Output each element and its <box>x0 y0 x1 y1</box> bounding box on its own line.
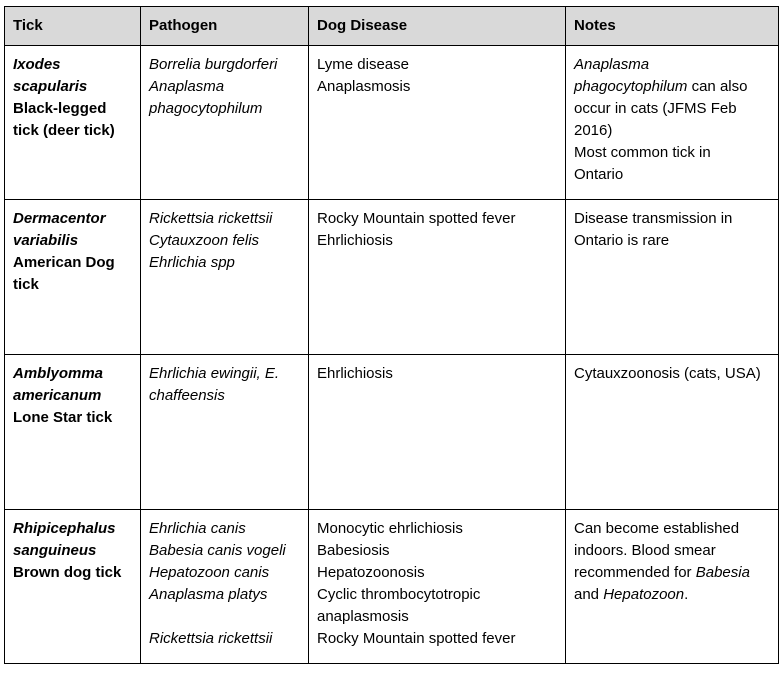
disease-name: Monocytic ehrlichiosis <box>317 520 463 537</box>
notes-cell <box>566 200 779 355</box>
table-row <box>5 355 779 510</box>
notes-plain: can also <box>687 78 748 95</box>
tick-common-name: tick (deer tick) <box>13 122 115 139</box>
notes-text: 2016) <box>574 122 613 139</box>
spacer <box>149 606 300 628</box>
tick-cell <box>5 200 141 355</box>
notes-text <box>574 76 770 98</box>
disease-cell <box>309 200 566 355</box>
pathogen-name: Ehrlichia spp <box>149 254 235 271</box>
table-row <box>5 46 779 200</box>
notes-plain: and <box>574 586 604 603</box>
notes-text: Ontario <box>574 166 624 183</box>
tick-latin-name: Ixodes <box>13 56 61 73</box>
notes-text: Cytauxzoonosis (cats, USA) <box>574 365 761 382</box>
notes-text <box>574 562 770 584</box>
header-dog-disease: Dog Disease <box>309 7 566 46</box>
tick-common-name: American Dog <box>13 254 115 271</box>
pathogen-cell <box>141 200 309 355</box>
tick-common-name: Black-legged <box>13 100 107 117</box>
tick-cell <box>5 355 141 510</box>
pathogen-name: Hepatozoon canis <box>149 564 270 581</box>
tick-common-name: Lone Star tick <box>13 409 113 426</box>
pathogen-name: Rickettsia rickettsii <box>149 630 273 647</box>
notes-text: indoors. Blood smear <box>574 542 716 559</box>
pathogen-cell <box>141 46 309 200</box>
tick-latin-name: scapularis <box>13 78 88 95</box>
table-row <box>5 510 779 664</box>
disease-name: Rocky Mountain spotted fever <box>317 210 516 227</box>
pathogen-name: Ehrlichia ewingii, E. <box>149 365 280 382</box>
pathogen-name: Rickettsia rickettsii <box>149 210 273 227</box>
tick-latin-name: Rhipicephalus <box>13 520 116 537</box>
disease-cell <box>309 510 566 664</box>
notes-plain: recommended for <box>574 564 696 581</box>
disease-name: Rocky Mountain spotted fever <box>317 630 516 647</box>
pathogen-name: Cytauxzoon felis <box>149 232 260 249</box>
disease-name: Lyme disease <box>317 56 409 73</box>
notes-text: Can become established <box>574 520 740 537</box>
notes-text: Anaplasma <box>574 56 650 73</box>
notes-cell <box>566 510 779 664</box>
header-row <box>5 7 779 46</box>
disease-name: Ehrlichiosis <box>317 365 393 382</box>
notes-cell <box>566 46 779 200</box>
header-notes: Notes <box>566 7 779 46</box>
notes-italic: Babesia <box>695 564 750 581</box>
tick-common-name: tick <box>13 276 39 293</box>
disease-name: Cyclic thrombocytotropic <box>317 586 481 603</box>
pathogen-name: phagocytophilum <box>149 100 263 117</box>
notes-text: Disease transmission in <box>574 210 733 227</box>
notes-text <box>574 584 770 606</box>
notes-plain: . <box>684 586 689 603</box>
pathogen-cell <box>141 355 309 510</box>
tick-latin-name: Amblyomma <box>13 365 104 382</box>
header-pathogen: Pathogen <box>141 7 309 46</box>
tick-latin-name: variabilis <box>13 232 79 249</box>
notes-italic: phagocytophilum <box>574 78 688 95</box>
pathogen-cell <box>141 510 309 664</box>
notes-text: occur in cats (JFMS Feb <box>574 100 737 117</box>
notes-cell <box>566 355 779 510</box>
disease-cell <box>309 355 566 510</box>
notes-italic: Hepatozoon <box>603 586 685 603</box>
disease-cell <box>309 46 566 200</box>
pathogen-name: Ehrlichia canis <box>149 520 246 537</box>
pathogen-name: Babesia canis vogeli <box>149 542 286 559</box>
pathogen-name: Anaplasma <box>149 78 225 95</box>
tick-latin-name: Dermacentor <box>13 210 106 227</box>
tick-common-name: Brown dog tick <box>13 564 122 581</box>
disease-name: Ehrlichiosis <box>317 232 393 249</box>
tick-cell <box>5 510 141 664</box>
pathogen-name: Borrelia burgdorferi <box>149 56 278 73</box>
header-tick: Tick <box>5 7 141 46</box>
disease-name: anaplasmosis <box>317 608 409 625</box>
tick-cell <box>5 46 141 200</box>
notes-text: Ontario is rare <box>574 232 670 249</box>
pathogen-name: Anaplasma platys <box>149 586 268 603</box>
table-row <box>5 200 779 355</box>
disease-name: Hepatozoonosis <box>317 564 425 581</box>
tick-latin-name: americanum <box>13 387 102 404</box>
pathogen-name: chaffeensis <box>149 387 225 404</box>
disease-name: Babesiosis <box>317 542 390 559</box>
disease-name: Anaplasmosis <box>317 78 411 95</box>
notes-text: Most common tick in <box>574 144 711 161</box>
tick-latin-name: sanguineus <box>13 542 97 559</box>
tick-disease-table <box>4 6 779 664</box>
